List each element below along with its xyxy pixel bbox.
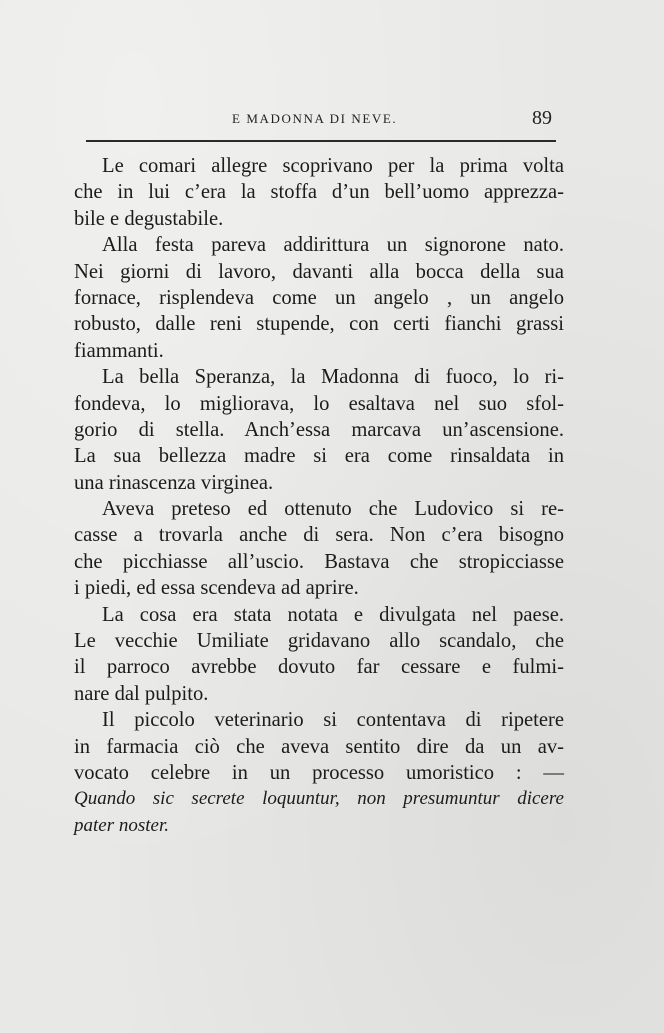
- page-number: 89: [532, 107, 552, 129]
- text-line: Alla festa pareva addirittura un signorone nato.: [102, 234, 564, 257]
- text-line: fiammanti.: [74, 339, 164, 362]
- text-line: in farmacia ciò che aveva sentito dire da un av-: [74, 735, 564, 758]
- text-line: che picchiasse all’uscio. Bastava che stropicciasse: [74, 550, 564, 573]
- text-line: La cosa era stata notata e divulgata nel paese.: [102, 603, 564, 626]
- text-line: Le vecchie Umiliate gridavano allo scandalo, che: [74, 630, 564, 653]
- running-title: E MADONNA DI NEVE.: [232, 111, 398, 126]
- text-line: robusto, dalle reni stupende, con certi fianchi grassi: [74, 313, 564, 336]
- text-line: La sua bellezza madre si era come rinsaldata in: [74, 445, 564, 468]
- body-text: [74, 153, 564, 839]
- text-line: Le comari allegre scoprivano per la prima volta: [102, 155, 564, 177]
- text-line: una rinascenza virginea.: [74, 471, 274, 494]
- text-line: vocato celebre in un processo umoristico : —: [74, 761, 564, 784]
- text-line: Nei giorni di lavoro, davanti alla bocca della sua: [74, 260, 564, 283]
- text-line: Aveva preteso ed ottenuto che Ludovico si re-: [102, 498, 564, 521]
- text-line: casse a trovarla anche di sera. Non c’era bisogno: [74, 524, 564, 547]
- text-line: nare dal pulpito.: [74, 682, 209, 705]
- running-head: [0, 107, 664, 131]
- text-line: il parroco avrebbe dovuto far cessare e fulmi-: [74, 656, 564, 679]
- text-line: gorio di stella. Anch’essa marcava un’ascensione.: [74, 418, 564, 441]
- latin-quote-line: Quando sic secrete loquuntur, non presumuntur dicere: [74, 788, 564, 810]
- text-line: i piedi, ed essa scendeva ad aprire.: [74, 577, 359, 600]
- text-line: bile e degustabile.: [74, 207, 224, 230]
- text-line: La bella Speranza, la Madonna di fuoco, lo ri-: [102, 366, 564, 389]
- text-line: fondeva, lo migliorava, lo esaltava nel suo sfol-: [74, 392, 564, 415]
- header-rule: [86, 140, 556, 142]
- text-line: Il piccolo veterinario si contentava di ripetere: [102, 709, 564, 732]
- text-line: fornace, risplendeva come un angelo , un angelo: [74, 286, 564, 309]
- text-line: che in lui c’era la stoffa d’un bell’uomo apprezza-: [74, 181, 564, 204]
- latin-quote-line: pater noster.: [74, 814, 169, 836]
